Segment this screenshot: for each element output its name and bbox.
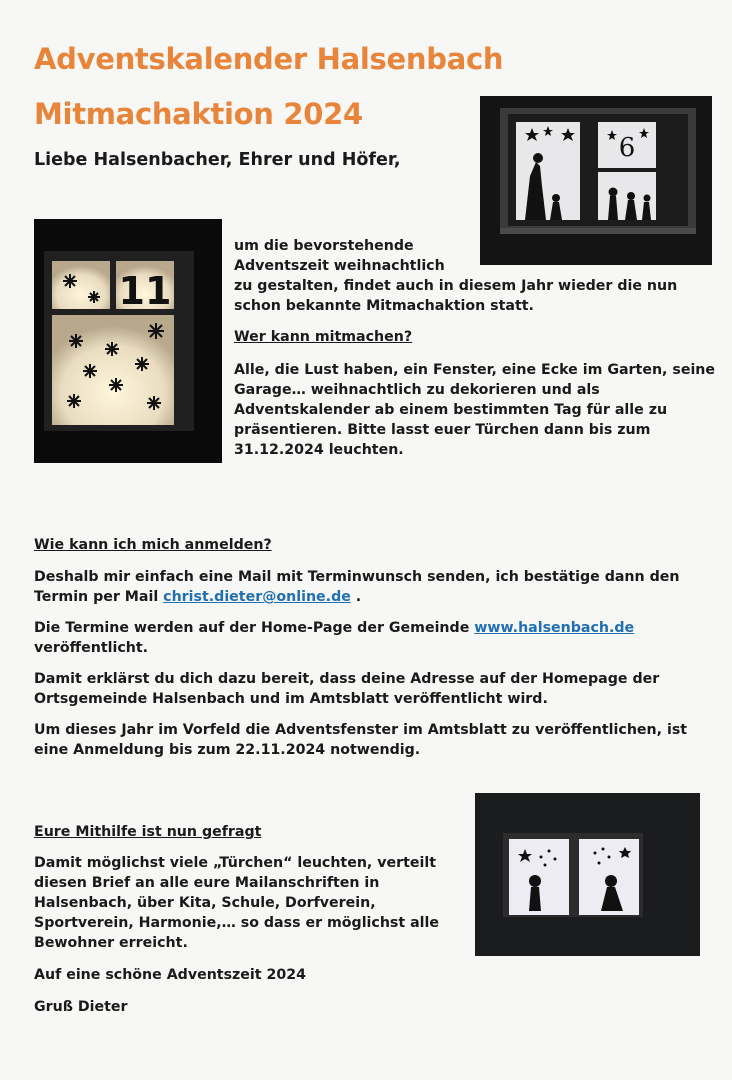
- intro-line: Adventszeit weihnachtlich: [234, 258, 445, 274]
- page-subtitle: Mitmachaktion 2024: [34, 97, 363, 131]
- who-line: 31.12.2024 leuchten.: [234, 442, 404, 458]
- advent-window-photo-icon: [34, 219, 222, 463]
- page-title: Adventskalender Halsenbach: [34, 42, 504, 76]
- heading-help: Eure Mithilfe ist nun gefragt: [34, 824, 262, 840]
- who-line: Adventskalender ab einem bestimmten Tag für alle zu: [234, 402, 668, 418]
- website-link[interactable]: www.halsenbach.de: [474, 620, 635, 636]
- greeting: Liebe Halsenbacher, Ehrer und Höfer,: [34, 150, 401, 170]
- register-line: Um dieses Jahr im Vorfeld die Adventsfenster im Amtsblatt zu veröffentlichen, ist: [34, 722, 688, 738]
- help-line: diesen Brief an alle eure Mailanschriften in: [34, 875, 380, 891]
- register-punct: .: [350, 589, 362, 605]
- register-p2: [34, 618, 714, 658]
- heading-who: Wer kann mitmachen?: [234, 329, 413, 345]
- register-p3: [34, 669, 714, 709]
- register-line: Deshalb mir einfach eine Mail mit Terminwunsch senden, ich bestätige dann den: [34, 569, 680, 585]
- who-text: [234, 360, 724, 460]
- svg-text:11: 11: [118, 269, 172, 313]
- signature: Gruß Dieter: [34, 999, 128, 1015]
- register-p4: [34, 720, 714, 760]
- svg-text:6: 6: [618, 133, 636, 163]
- register-line: Damit erklärst du dich dazu bereit, dass deine Adresse auf der Homepage der: [34, 671, 660, 687]
- register-line: Die Termine werden auf der Home-Page der Gemeinde: [34, 620, 475, 636]
- intro-line: zu gestalten, findet auch in diesem Jahr wieder die nun: [234, 278, 678, 294]
- heading-register: Wie kann ich mich anmelden?: [34, 537, 272, 553]
- who-line: präsentieren. Bitte lasst euer Türchen dann bis zum: [234, 422, 651, 438]
- closing-text: Auf eine schöne Adventszeit 2024: [34, 967, 306, 983]
- register-p1: [34, 567, 714, 607]
- intro-text: [234, 236, 704, 316]
- help-line: Bewohner erreicht.: [34, 935, 188, 951]
- photo-window-silhouettes: [475, 793, 700, 956]
- advent-window-photo-icon: [475, 793, 700, 956]
- register-line: eine Anmeldung bis zum 22.11.2024 notwendig.: [34, 742, 421, 758]
- register-line: Termin per Mail: [34, 589, 164, 605]
- help-line: Damit möglichst viele „Türchen“ leuchten, verteilt: [34, 855, 437, 871]
- register-line: Ortsgemeinde Halsenbach und im Amtsblatt veröffentlicht wird.: [34, 691, 548, 707]
- intro-line: um die bevorstehende: [234, 238, 414, 254]
- register-line: veröffentlicht.: [34, 640, 149, 656]
- help-line: Halsenbach, über Kita, Schule, Dorfverein,: [34, 895, 376, 911]
- help-text: [34, 853, 464, 953]
- help-line: Sportverein, Harmonie,… so dass er möglichst alle: [34, 915, 440, 931]
- email-link[interactable]: christ.dieter@online.de: [163, 589, 351, 605]
- who-line: Garage… weihnachtlich zu dekorieren und als: [234, 382, 600, 398]
- intro-line: schon bekannte Mitmachaktion statt.: [234, 298, 534, 314]
- photo-window-11: [34, 219, 222, 463]
- who-line: Alle, die Lust haben, ein Fenster, eine Ecke im Garten, seine: [234, 362, 716, 378]
